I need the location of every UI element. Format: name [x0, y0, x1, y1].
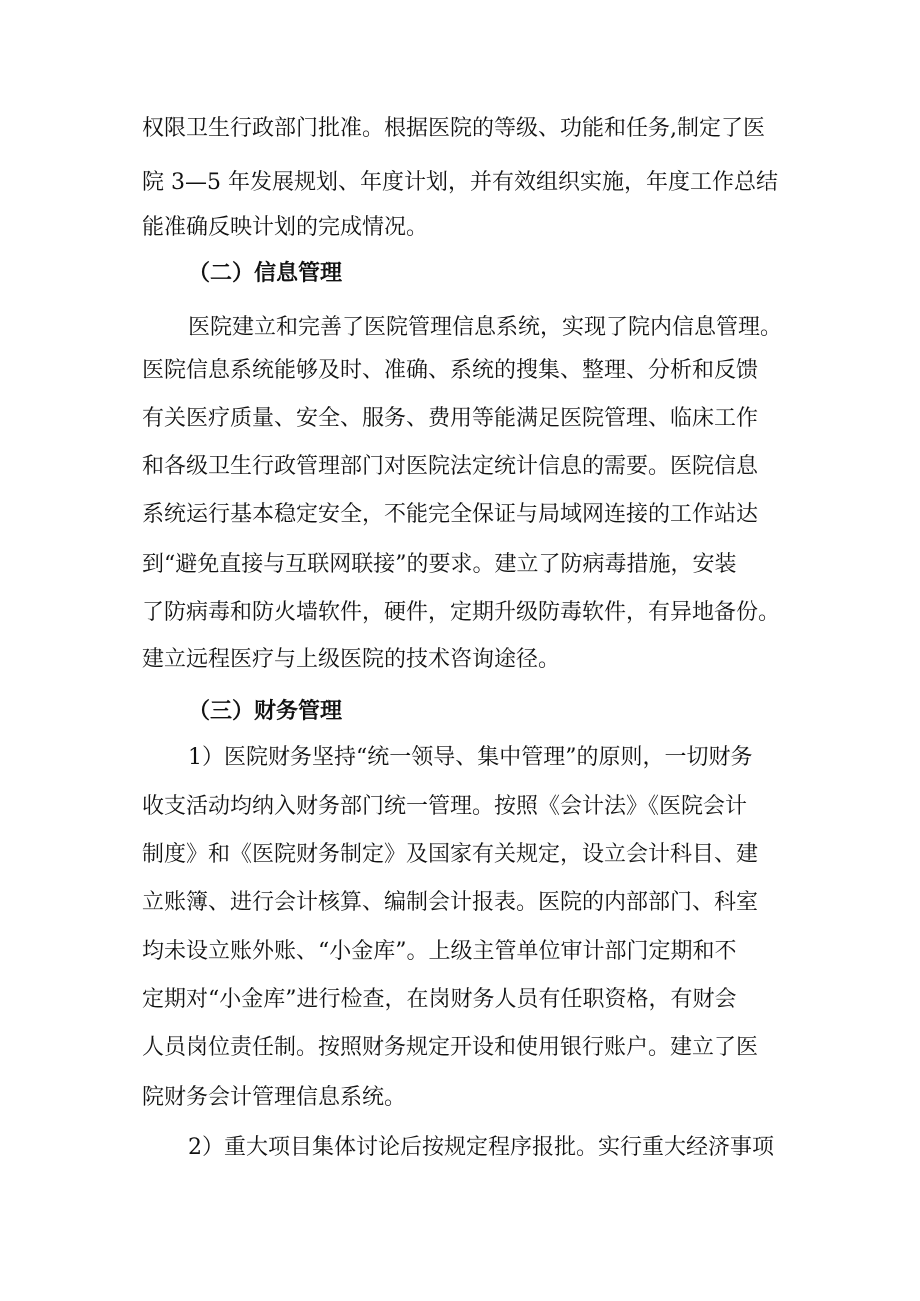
paragraph-line: 均未设立账外账、“小金库”。上级主管单位审计部门定期和不	[142, 939, 737, 964]
paragraph-line: 制度》和《医院财务制定》及国家有关规定，设立会计科目、建	[142, 842, 759, 867]
section-heading: （二）信息管理	[188, 261, 343, 286]
paragraph-line: 权限卫生行政部门批准。根据医院的等级、功能和任务,制定了医	[142, 116, 765, 141]
paragraph-line: 人员岗位责任制。按照财务规定开设和使用银行账户。建立了医	[142, 1035, 759, 1060]
paragraph-line: 和各级卫生行政管理部门对医院法定统计信息的需要。医院信息	[142, 454, 759, 479]
paragraph-line: 收支活动均纳入财务部门统一管理。按照《会计法》《医院会计	[142, 794, 748, 819]
paragraph-line: 院 3—5 年发展规划、年度计划，并有效组织实施，年度工作总结	[142, 170, 778, 195]
section-heading: （三）财务管理	[188, 699, 343, 724]
paragraph-line: 院财务会计管理信息系统。	[142, 1085, 407, 1110]
paragraph-line: 能准确反映计划的完成情况。	[142, 215, 429, 240]
paragraph-line: 立账簿、进行会计核算、编制会计报表。医院的内部部门、科室	[142, 890, 759, 915]
paragraph-line: 医院建立和完善了医院管理信息系统，实现了院内信息管理。	[188, 315, 783, 340]
paragraph-line: 医院信息系统能够及时、准确、系统的搜集、整理、分析和反馈	[142, 358, 759, 383]
paragraph-line: 了防病毒和防火墙软件，硬件，定期升级防毒软件，有异地备份。	[142, 600, 781, 625]
paragraph-line: 建立远程医疗与上级医院的技术咨询途径。	[142, 647, 561, 672]
paragraph-line: 有关医疗质量、安全、服务、费用等能满足医院管理、临床工作	[142, 406, 759, 431]
paragraph-line: 到“避免直接与互联网联接”的要求。建立了防病毒措施，安装	[142, 552, 737, 577]
paragraph-line: 2）重大项目集体讨论后按规定程序报批。实行重大经济事项	[188, 1135, 774, 1160]
paragraph-line: 1）医院财务坚持“统一领导、集中管理”的原则，一切财务	[188, 745, 753, 770]
paragraph-line: 定期对“小金库”进行检查，在岗财务人员有任职资格，有财会	[142, 987, 737, 1012]
paragraph-line: 系统运行基本稳定安全，不能完全保证与局域网连接的工作站达	[142, 502, 759, 527]
